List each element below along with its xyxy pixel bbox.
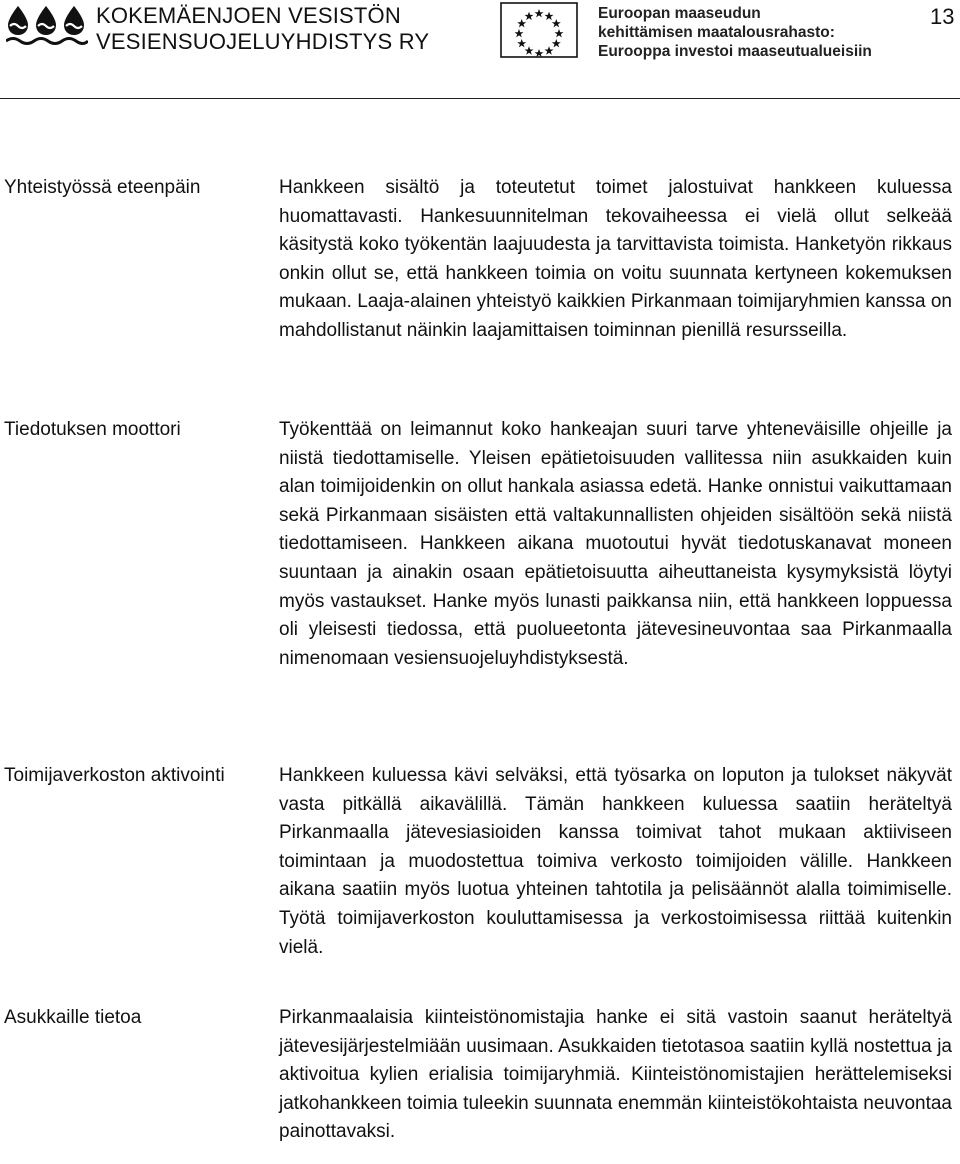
section-label: Tiedotuksen moottori [4, 419, 181, 440]
page-number: 13 [930, 4, 955, 29]
section-body: Hankkeen kuluessa kävi selväksi, että työsarka on loputon ja tulokset näkyvät vasta pitkällä aikavälillä. Tämän hankkeen kuluessa saatiin heräteltyä Pirkanmaalla jätevesiasioiden kanssa toimivat tahot mukaan aktiiviseen toimintaan ja muodostettua toimiva verkosto toimijoiden välille. Hankkeen aikana saatiin myös luotua yhteinen tahtotila ja pelisäännöt alalla toimimiselle. Työtä toimijaverkoston kouluttamisessa ja verkostoimisessa riittää kuitenkin vielä. [279, 765, 952, 958]
eu-funding-line1: Euroopan maaseudun [598, 5, 761, 22]
header-divider [0, 98, 960, 99]
section-label: Toimijaverkoston aktivointi [4, 765, 225, 786]
eu-flag-icon [500, 2, 578, 58]
eu-funding-line2: kehittämisen maatalousrahasto: [598, 24, 835, 41]
eu-funding-line3: Eurooppa investoi maaseutualueisiin [598, 43, 872, 60]
section-label: Yhteistyössä eteenpäin [4, 177, 201, 198]
organization-name [96, 3, 429, 55]
organization-name-line2: VESIENSUOJELUYHDISTYS RY [96, 29, 430, 54]
section-body: Hankkeen sisältö ja toteutetut toimet jalostuivat hankkeen kuluessa huomattavasti. Hankesuunnitelman tekovaiheessa ei vielä ollut selkeää käsitystä koko työkentän laajuudesta ja tarvittavista toimista. Hanketyön rikkaus onkin ollut se, että hankkeen toimia on voitu suunnata kertyneen kokemuksen mukaan. Laaja-alainen yhteistyö kaikkien Pirkanmaan toimijaryhmien kanssa on mahdollistanut näinkin laajamittaisen toiminnan pienillä resursseilla. [279, 177, 952, 341]
organization-name-line1: KOKEMÄENJOEN VESISTÖN [96, 3, 401, 28]
section-body: Pirkanmaalaisia kiinteistönomistajia hanke ei sitä vastoin saanut heräteltyä jätevesijärjestelmiään uusimaan. Asukkaiden tietotasoa saatiin kyllä nostettua ja aktivoitua kylien erialisia toimijaryhmiä. Kiinteistönomistajien herättelemiseksi jatkohankkeen toimia tuleekin suunnata enemmän kiinteistökohtaista neuvontaa painottavaksi. [279, 1007, 952, 1143]
water-drops-logo-icon [6, 4, 88, 48]
section-body: Työkenttää on leimannut koko hankeajan suuri tarve yhteneväisille ohjeille ja niistä tiedottamiselle. Yleisen epätietoisuuden vallitessa niin asukkaiden kuin alan toimijoidenkin on ollut hankala asiassa edetä. Hanke onnistui vaikuttamaan sekä Pirkanmaan sisäisten että valtakunnallisten ohjeiden sisältöön sekä niistä tiedottamiseen. Hankkeen aikana muotoutui hyvät tiedotuskanavat moneen suuntaan ja ainakin osaan epätietoisuutta aiheuttaneista kysymyksistä löytyi myös vastaukset. Hanke myös lunasti paikkansa niin, että hankkeen loppuessa oli yleisesti tiedossa, että puolueetonta jätevesineuvontaa saa Pirkanmaalla nimenomaan vesiensuojeluyhdistyksestä. [279, 419, 952, 669]
page-header [0, 0, 960, 100]
eu-funding-text [598, 4, 872, 61]
section-label: Asukkaille tietoa [4, 1007, 142, 1028]
